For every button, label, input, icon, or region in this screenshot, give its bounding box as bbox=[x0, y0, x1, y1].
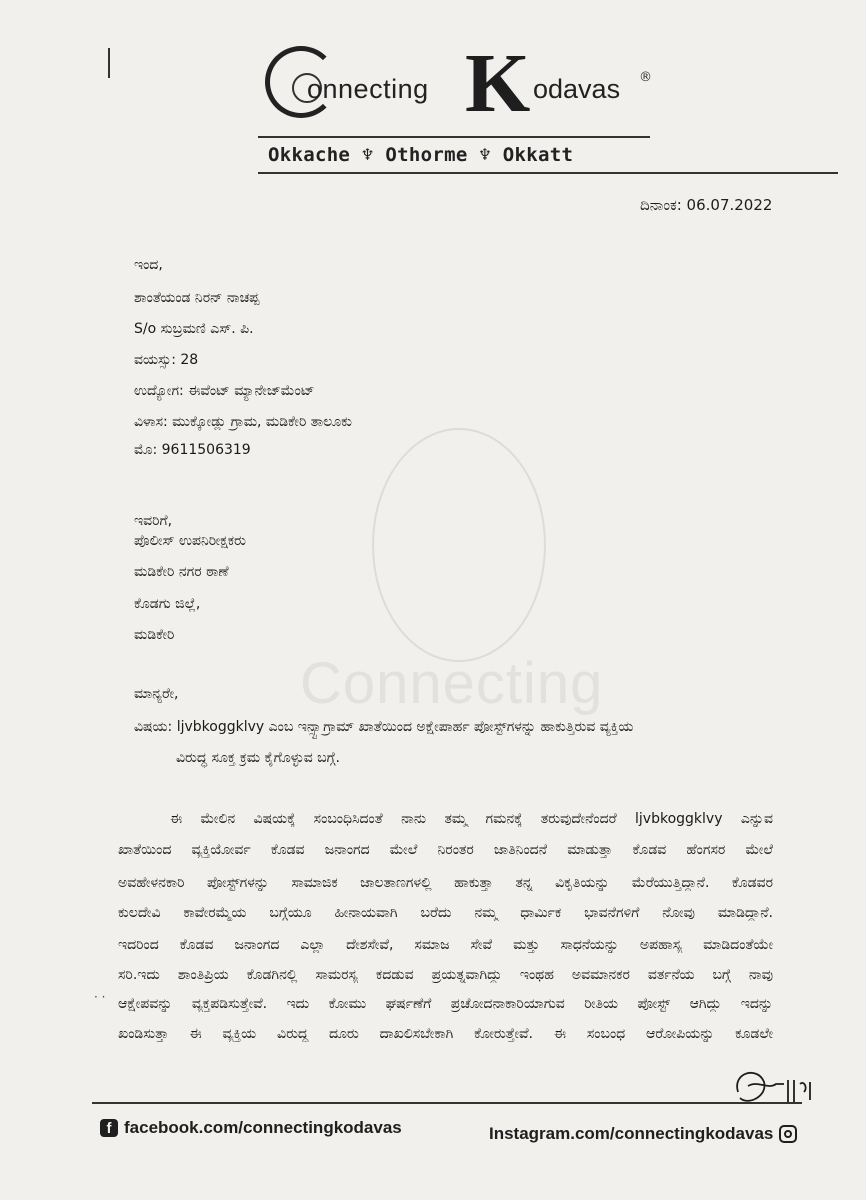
sender-occupation: ಉದ್ಯೋಗ: ಈವೆಂಟ್ ಮ್ಯಾನೇಜ್‌ಮೆಂಟ್ bbox=[134, 383, 315, 399]
tagline: Okkache ♆ Othorme ♆ Okkatt bbox=[268, 144, 574, 166]
sender-name: ಶಾಂತೆಯಂಡ ನಿರನ್ ನಾಚಪ್ಪ bbox=[134, 290, 260, 306]
footer-rule bbox=[92, 1102, 802, 1104]
watermark-text: Connecting bbox=[300, 651, 604, 716]
body-line: ಅವಹೇಳನಕಾರಿ ಪೋಸ್ಟ್‌ಗಳನ್ನು ಸಾಮಾಜಿಕ ಜಾಲತಾಣಗಳಲ್ಲಿ ಹಾಕುತ್ತಾ ತನ್ನ ವಿಕೃತಿಯನ್ನು ಮೆರೆಯುತ್ತಿದ್ದಾನೆ. ಕೊಡವರ bbox=[118, 875, 773, 891]
from-label: ಇಂದ, bbox=[134, 257, 163, 273]
subject-line-1: ವಿಷಯ: ljvbkoggklvy ಎಂಬ ಇನ್ಸ್ಟಾಗ್ರಾಮ್ ಖಾತೆಯಿಂದ ಅಕ್ಷೇಪಾರ್ಹ ಪೋಸ್ಟ್‌ಗಳನ್ನು ಹಾಕುತ್ತಿರುವ ವ್ಯಕ್ತಿಯ bbox=[134, 719, 634, 735]
sender-address: ವಿಳಾಸ: ಮುಕ್ಕೋಡ್ಲು ಗ್ರಾಮ, ಮಡಿಕೇರಿ ತಾಲೂಕು bbox=[134, 414, 352, 430]
sender-age: ವಯಸ್ಸು: 28 bbox=[134, 352, 199, 368]
body-line: ಸರಿ.ಇದು ಶಾಂತಿಪ್ರಿಯ ಕೊಡಗಿನಲ್ಲಿ ಸಾಮರಸ್ಯ ಕದಡುವ ಪ್ರಯತ್ನವಾಗಿದ್ದು ಇಂಥಹ ಅವಮಾನಕರ ವರ್ತನೆಯ ಬಗ್ಗೆ ನಾವು bbox=[118, 967, 773, 983]
registered-mark: ® bbox=[639, 70, 652, 85]
logo-word-connecting: onnecting bbox=[307, 74, 429, 104]
sender-parent: S/o ಸುಬ್ರಮಣಿ ಎಸ್. ಪಿ. bbox=[134, 321, 254, 337]
to-label: ಇವರಿಗೆ, bbox=[134, 513, 173, 529]
body-line: ಈ ಮೇಲಿನ ವಿಷಯಕ್ಕೆ ಸಂಬಂಧಿಸಿದಂತೆ ನಾನು ತಮ್ಮ ಗಮನಕ್ಕೆ ತರುವುದೇನೆಂದರೆ ljvbkoggklvy ಎನ್ನುವ bbox=[170, 811, 773, 827]
facebook-url: facebook.com/connectingkodavas bbox=[124, 1118, 402, 1137]
sender-mobile: ಮೊ: 9611506319 bbox=[134, 442, 251, 458]
header-rule-lower bbox=[258, 172, 838, 174]
margin-mark bbox=[108, 48, 110, 78]
recipient-title: ಪೊಲೀಸ್ ಉಪನಿರೀಕ್ಷಕರು bbox=[134, 533, 246, 549]
instagram-icon bbox=[779, 1125, 797, 1143]
footer-facebook bbox=[100, 1118, 402, 1138]
body-line: ಖಂಡಿಸುತ್ತಾ ಈ ವ್ಯಕ್ತಿಯ ವಿರುದ್ಧ ದೂರು ದಾಖಲಿಸಬೇಕಾಗಿ ಕೋರುತ್ತೇವೆ. ಈ ಸಂಬಂಧ ಆರೋಪಿಯನ್ನು ಕೂಡಲೇ bbox=[118, 1026, 773, 1042]
subject-line-2: ವಿರುದ್ಧ ಸೂಕ್ತ ಕ್ರಮ ಕೈಗೊಳ್ಳುವ ಬಗ್ಗೆ. bbox=[176, 750, 340, 766]
body-line: ಆಕ್ಷೇಪವನ್ನು ವ್ಯಕ್ತಪಡಿಸುತ್ತೇವೆ. ಇದು ಕೋಮು ಘರ್ಷಣೆಗೆ ಪ್ರಚೋದನಾಕಾರಿಯಾಗುವ ರೀತಿಯ ಪೋಸ್ಟ್ ಆಗಿದ್ದು ಇದನ್ನು bbox=[118, 996, 773, 1012]
body-line: ಕುಲದೇವಿ ಕಾವೇರಮ್ಮೆಯ ಬಗ್ಗೆಯೂ ಹೀನಾಯವಾಗಿ ಬರೆದು ನಮ್ಮ ಧಾರ್ಮಿಕ ಭಾವನೆಗಳಿಗೆ ನೋವು ಮಾಡಿದ್ದಾನೆ. bbox=[118, 905, 773, 921]
body-line: ಖಾತೆಯಿಂದ ವ್ಯಕ್ತಿಯೋರ್ವ ಕೊಡವ ಜನಾಂಗದ ಮೇಲೆ ನಿರಂತರ ಜಾತಿನಿಂದನೆ ಮಾಡುತ್ತಾ ಕೊಡವ ಹೆಂಗಸರ ಮೇಲೆ bbox=[118, 842, 773, 858]
margin-dots: · · bbox=[94, 990, 106, 1004]
body-line: ಇದರಿಂದ ಕೊಡವ ಜನಾಂಗದ ಎಲ್ಲಾ ದೇಶಸೇವೆ, ಸಮಾಜ ಸೇವೆ ಮತ್ತು ಸಾಧನೆಯನ್ನು ಅಪಹಾಸ್ಯ ಮಾಡಿದಂತೆಯೇ bbox=[118, 937, 773, 953]
instagram-url: Instagram.com/connectingkodavas bbox=[489, 1124, 774, 1143]
watermark-emblem-icon bbox=[372, 428, 546, 662]
facebook-icon: f bbox=[100, 1119, 118, 1137]
letter-date: ದಿನಾಂಕ: 06.07.2022 bbox=[640, 196, 773, 214]
recipient-district: ಕೊಡಗು ಜಿಲ್ಲೆ, bbox=[134, 596, 201, 612]
salutation: ಮಾನ್ಯರೇ, bbox=[134, 686, 179, 702]
logo-letter-k: K bbox=[465, 37, 531, 130]
logo-word-kodavas: odavas bbox=[533, 74, 621, 104]
recipient-station: ಮಡಿಕೇರಿ ನಗರ ಠಾಣೆ bbox=[134, 564, 229, 580]
footer-instagram bbox=[489, 1124, 797, 1144]
recipient-city: ಮಡಿಕೇರಿ bbox=[134, 627, 175, 643]
header-rule-upper bbox=[258, 136, 650, 138]
